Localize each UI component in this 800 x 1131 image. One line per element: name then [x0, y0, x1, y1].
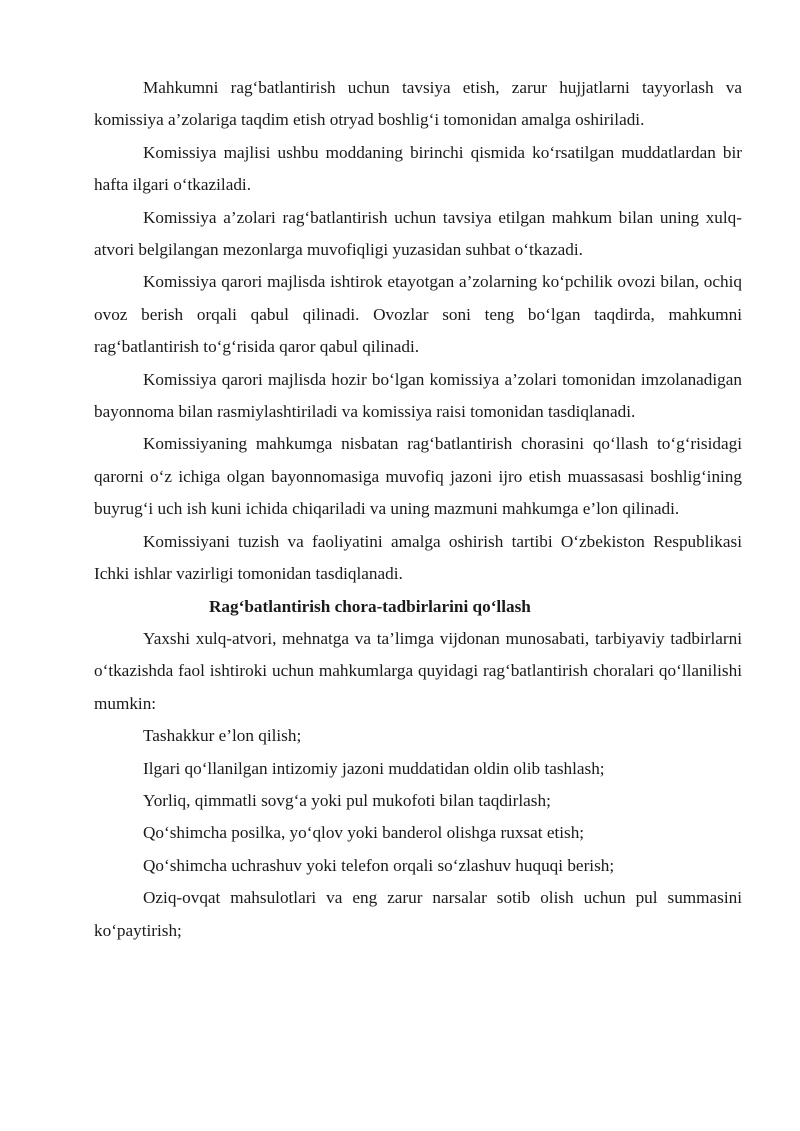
body-paragraph: Komissiya qarori majlisda ishtirok etayotgan a’zolarning ko‘pchilik ovozi bilan, ochiq ovoz berish orqali qabul qilinadi. Ovozlar soni teng bo‘lgan taqdirda, mahkumni rag‘batlantirish to‘g‘risida qaror qabul qilinadi. — [94, 272, 742, 357]
list-item: Oziq-ovqat mahsulotlari va eng zarur narsalar sotib olish uchun pul summasini ko‘paytirish; — [94, 888, 742, 940]
body-paragraph: Komissiya qarori majlisda hozir bo‘lgan komissiya a’zolari tomonidan imzolanadigan bayonnoma bilan rasmiylashtiriladi va komissiya raisi tomonidan tasdiqlanadi. — [94, 369, 742, 422]
intro-paragraph: Yaxshi xulq-atvori, mehnatga va ta’limga vijdonan munosabati, tarbiyaviy tadbirlarni o‘tkazishda faol ishtiroki uchun mahkumlarga quyidagi rag‘batlantirish choralari qo‘llanilishi mumkin: — [94, 628, 742, 713]
body-paragraph: Mahkumni rag‘batlantirish uchun tavsiya etish, zarur hujjatlarni tayyorlash va komissiya a’zolariga taqdim etish otryad boshlig‘i tomonidan amalga oshiriladi. — [94, 78, 742, 130]
list-item: Yorliq, qimmatli sovg‘a yoki pul mukofoti bilan taqdirlash; — [143, 790, 551, 810]
document-page — [94, 72, 742, 947]
list-item: Qo‘shimcha uchrashuv yoki telefon orqali so‘zlashuv huquqi berish; — [143, 855, 615, 875]
body-paragraph: Komissiyaning mahkumga nisbatan rag‘batlantirish chorasini qo‘llash to‘g‘risidagi qarorni o‘z ichiga olgan bayonnomasiga muvofiq jazoni ijro etish muassasasi boshlig‘ining buyrug‘i uch ish kuni ichida chiqariladi va uning mazmuni mahkumga e’lon qilinadi. — [94, 434, 742, 519]
body-paragraph: Komissiya majlisi ushbu moddaning birinchi qismida ko‘rsatilgan muddatlardan bir hafta ilgari o‘tkaziladi. — [94, 142, 742, 195]
list-item: Tashakkur e’lon qilish; — [143, 726, 302, 746]
body-paragraph: Komissiya a’zolari rag‘batlantirish uchun tavsiya etilgan mahkum bilan uning xulq-atvori belgilangan mezonlarga muvofiqligi yuzasidan suhbat o‘tkazadi. — [94, 207, 742, 260]
list-item: Qo‘shimcha posilka, yo‘qlov yoki banderol olishga ruxsat etish; — [143, 823, 585, 843]
list-item: Ilgari qo‘llanilgan intizomiy jazoni muddatidan oldin olib tashlash; — [143, 758, 605, 778]
body-paragraph: Komissiyani tuzish va faoliyatini amalga oshirish tartibi O‘zbekiston Respublikasi Ichki ishlar vazirligi tomonidan tasdiqlanadi. — [94, 531, 742, 584]
section-heading: Rag‘batlantirish chora-tadbirlarini qo‘llash — [209, 596, 531, 616]
